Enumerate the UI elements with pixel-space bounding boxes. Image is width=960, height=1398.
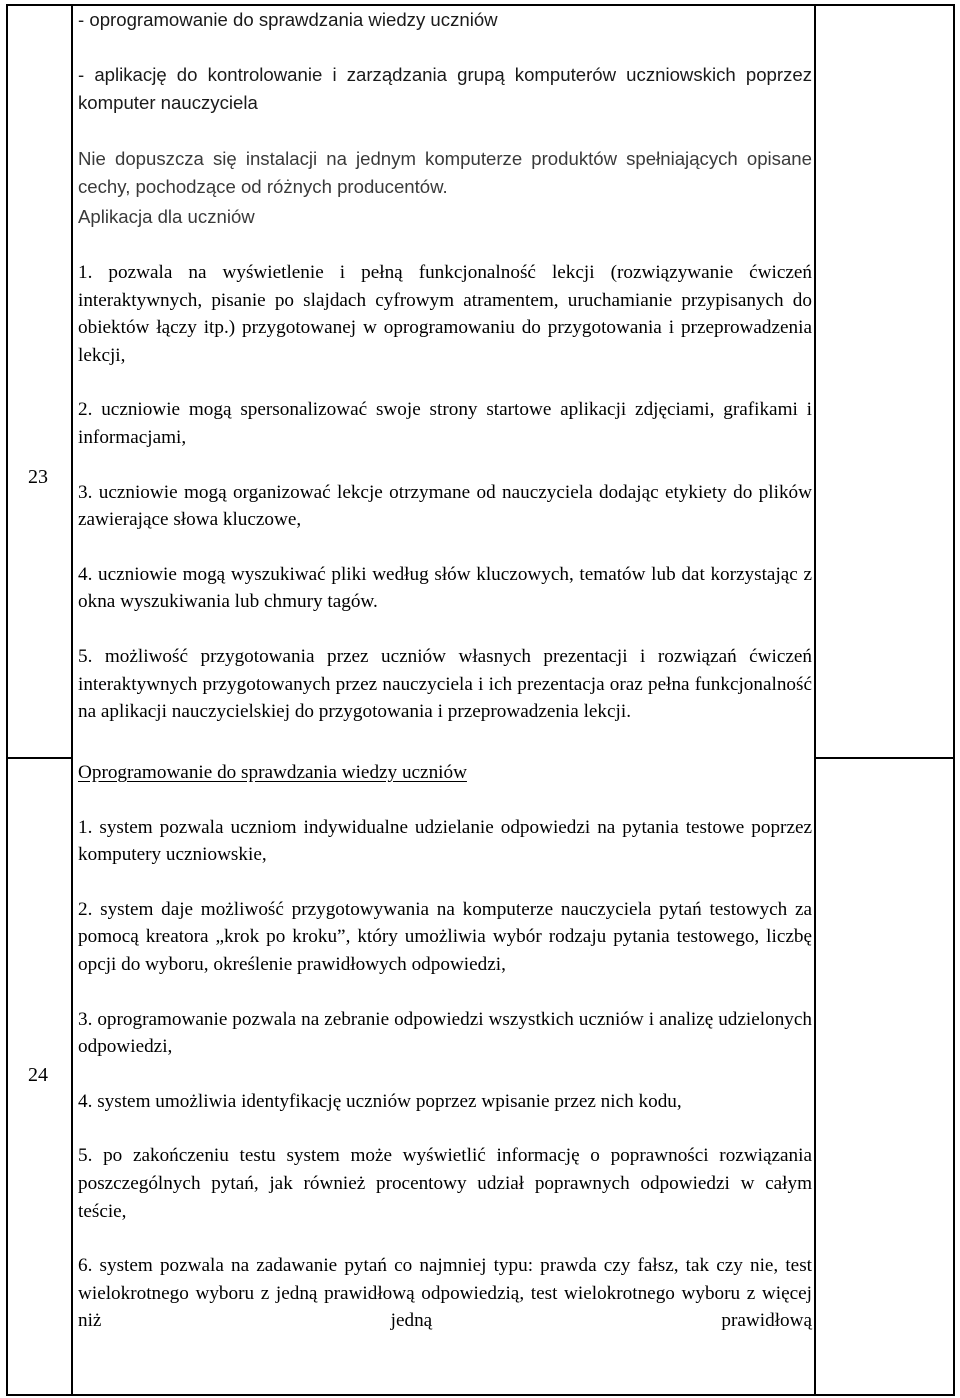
list-item: 5. możliwość przygotowania przez uczniów własnych prezentacji i rozwiązań ćwiczeń interaktywnych przygotowanych przez nauczyciela i ich prezentacja oraz pełna funkcjonalność na aplikacji nauczycielskiej do przygotowania i przeprowadzenia lekcji. [78, 645, 812, 723]
table-border-left [6, 4, 8, 1396]
installation-note: Nie dopuszcza się instalacji na jednym komputerze produktów spełniających opisane cechy, pochodzące od różnych producentów. [78, 148, 812, 197]
requirement-item: - oprogramowanie do sprawdzania wiedzy uczniów [78, 9, 498, 30]
list-item: 1. system pozwala uczniom indywidualne udzielanie odpowiedzi na pytania testowe poprzez komputery uczniowskie, [78, 816, 812, 866]
row-24-content [78, 759, 812, 1335]
list-item: 4. uczniowie mogą wyszukiwać pliki według słów kluczowych, tematów lub dat korzystając z okna wyszukiwania lub chmury tagów. [78, 563, 812, 613]
section-heading-student-app: Aplikacja dla uczniów [78, 206, 255, 227]
list-item: 1. pozwala na wyświetlenie i pełną funkcjonalność lekcji (rozwiązywanie ćwiczeń interaktywnych, pisanie po slajdach cyfrowym atramentem, uruchamianie przypisanych do obiektów łączy itp.) przygotowanej w oprogramowaniu do przygotowania i przeprowadzenia lekcji, [78, 262, 812, 366]
table-border-number-column [71, 4, 73, 1396]
list-item: 5. po zakończeniu testu system może wyświetlić informację o poprawności rozwiązania poszczególnych pytań, jak również procentowy udział poprawnych odpowiedzi w całym teście, [78, 1145, 812, 1222]
row-number-24: 24 [28, 1064, 48, 1086]
table-row-separator-right [814, 757, 955, 759]
list-item: 3. uczniowie mogą organizować lekcje otrzymane od nauczyciela dodając etykiety do plików zawierające słowa kluczowe, [78, 481, 812, 531]
list-item: 6. system pozwala na zadawanie pytań co najmniej typu: prawda czy fałsz, tak czy nie, test wielokrotnego wyboru z jedną prawidłową odpowiedzią, test wielokrotnego wyboru z więcej niż jedną prawidłową [78, 1255, 812, 1332]
table-border-right [953, 4, 955, 1396]
list-item: 2. uczniowie mogą spersonalizować swoje strony startowe aplikacji zdjęciami, grafikami i informacjami, [78, 399, 812, 448]
table-border-content-right [814, 4, 816, 1396]
section-heading-knowledge-test: Oprogramowanie do sprawdzania wiedzy uczniów [78, 762, 467, 783]
table-border-bottom [6, 1394, 955, 1396]
list-item: 4. system umożliwia identyfikację uczniów poprzez wpisanie przez nich kodu, [78, 1090, 682, 1112]
list-item: 3. oprogramowanie pozwala na zebranie odpowiedzi wszystkich uczniów i analizę udzielonych odpowiedzi, [78, 1008, 812, 1058]
list-item: 2. system daje możliwość przygotowywania na komputerze nauczyciela pytań testowych za pomocą kreatora „krok po kroku”, który umożliwia wybór rodzaju pytania testowego, liczbę opcji do wyboru, określenie prawidłowych odpowiedzi, [78, 898, 812, 975]
row-number-23: 23 [28, 466, 48, 488]
row-23-content [78, 6, 812, 726]
requirement-item: - aplikację do kontrolowanie i zarządzania grupą komputerów uczniowskich poprzez komputer nauczyciela [78, 64, 812, 113]
table-row-separator-numbers [6, 757, 73, 759]
